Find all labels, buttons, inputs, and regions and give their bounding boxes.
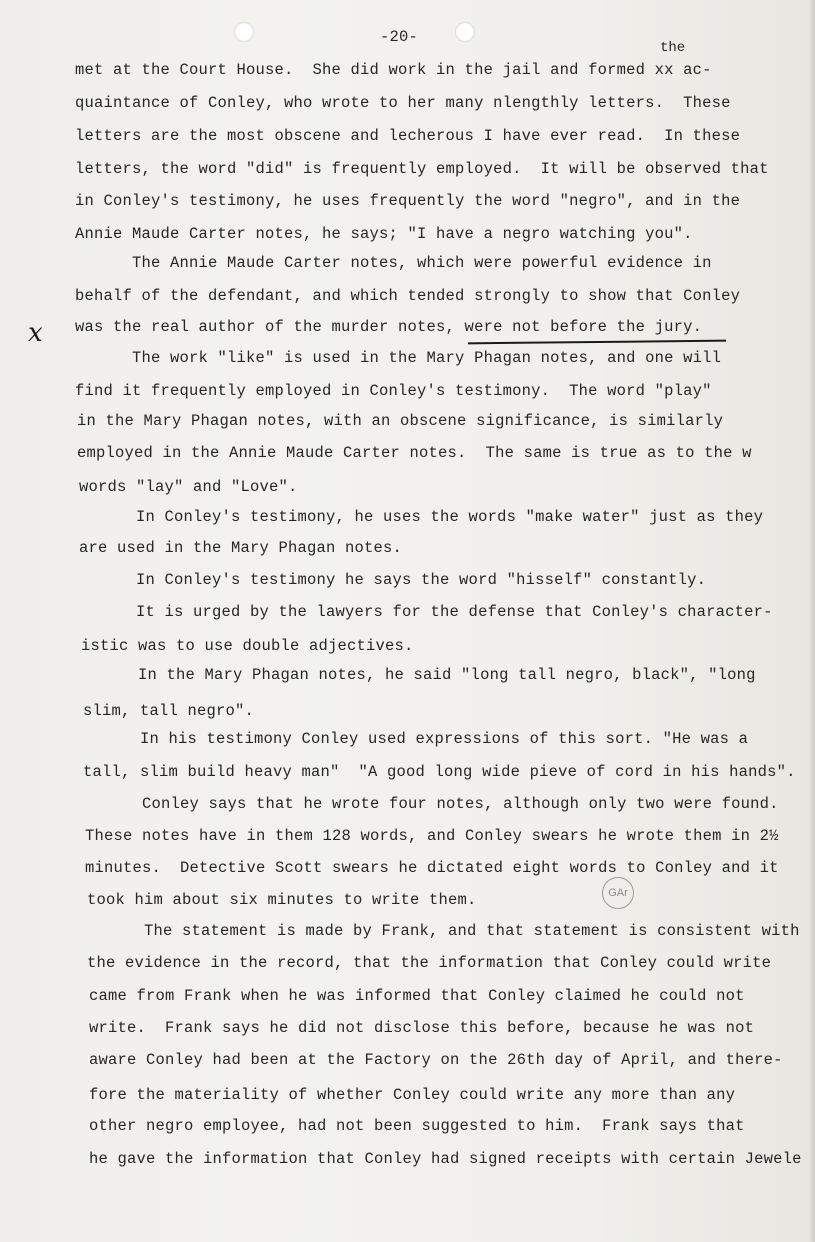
text-line: In Conley's testimony, he uses the words "make water" just as they xyxy=(79,508,764,526)
text-line: letters are the most obscene and lecherous I have ever read. In these xyxy=(75,127,741,145)
punch-hole-left xyxy=(234,22,254,42)
text-line: In Conley's testimony he says the word "hisself" constantly. xyxy=(79,571,707,589)
text-line: other negro employee, had not been suggested to him. Frank says that xyxy=(89,1117,745,1135)
text-line: The statement is made by Frank, and that statement is consistent with xyxy=(87,922,800,940)
text-line: Conley says that he wrote four notes, although only two were found. xyxy=(85,795,779,813)
handwritten-underline xyxy=(468,340,726,345)
text-line: words "lay" and "Love". xyxy=(79,478,298,496)
archive-stamp: GAr xyxy=(602,877,634,909)
text-line: took him about six minutes to write them. xyxy=(87,891,477,909)
text-line: quaintance of Conley, who wrote to her many nlengthly letters. These xyxy=(75,94,731,112)
text-line: employed in the Annie Maude Carter notes. The same is true as to the w xyxy=(77,444,752,462)
text-line: tall, slim build heavy man" "A good long wide pieve of cord in his hands". xyxy=(83,763,796,781)
text-line: fore the materiality of whether Conley could write any more than any xyxy=(89,1086,736,1104)
margin-mark: x xyxy=(28,318,43,348)
text-line: came from Frank when he was informed that Conley claimed he could not xyxy=(89,987,745,1005)
text-line: letters, the word "did" is frequently employed. It will be observed that xyxy=(75,160,769,178)
text-line: istic was to use double adjectives. xyxy=(81,637,414,655)
text-line: met at the Court House. She did work in the jail and formed xx ac- xyxy=(75,61,712,79)
text-line: The Annie Maude Carter notes, which were powerful evidence in xyxy=(75,254,712,272)
text-line: behalf of the defendant, and which tended strongly to show that Conley xyxy=(75,287,741,305)
text-line: Annie Maude Carter notes, he says; "I have a negro watching you". xyxy=(75,225,693,243)
handwritten-insert: the xyxy=(660,40,686,56)
text-line: In the Mary Phagan notes, he said "long tall negro, black", "long xyxy=(81,666,756,684)
text-line: the evidence in the record, that the information that Conley could write xyxy=(87,954,772,972)
text-line: The work "like" is used in the Mary Phagan notes, and one will xyxy=(75,349,722,367)
text-line: was the real author of the murder notes, were not before the jury. xyxy=(75,318,703,336)
text-line: In his testimony Conley used expressions of this sort. "He was a xyxy=(83,730,749,748)
text-line: aware Conley had been at the Factory on the 26th day of April, and there- xyxy=(89,1051,783,1069)
paper-edge-shadow xyxy=(809,0,815,1242)
text-line: These notes have in them 128 words, and Conley swears he wrote them in 2½ xyxy=(85,827,779,845)
text-line: are used in the Mary Phagan notes. xyxy=(79,539,403,557)
text-line: minutes. Detective Scott swears he dictated eight words to Conley and it xyxy=(85,859,779,877)
text-line: in Conley's testimony, he uses frequently the word "negro", and in the xyxy=(75,192,741,210)
text-line: write. Frank says he did not disclose this before, because he was not xyxy=(89,1019,755,1037)
text-line: It is urged by the lawyers for the defense that Conley's character- xyxy=(79,603,773,621)
page-number: -20- xyxy=(380,28,419,46)
text-line: he gave the information that Conley had signed receipts with certain Jewele xyxy=(89,1150,802,1168)
text-line: slim, tall negro". xyxy=(83,702,255,720)
punch-hole-right xyxy=(455,22,475,42)
text-line: find it frequently employed in Conley's testimony. The word "play" xyxy=(75,382,712,400)
text-line: in the Mary Phagan notes, with an obscene significance, is similarly xyxy=(77,412,724,430)
